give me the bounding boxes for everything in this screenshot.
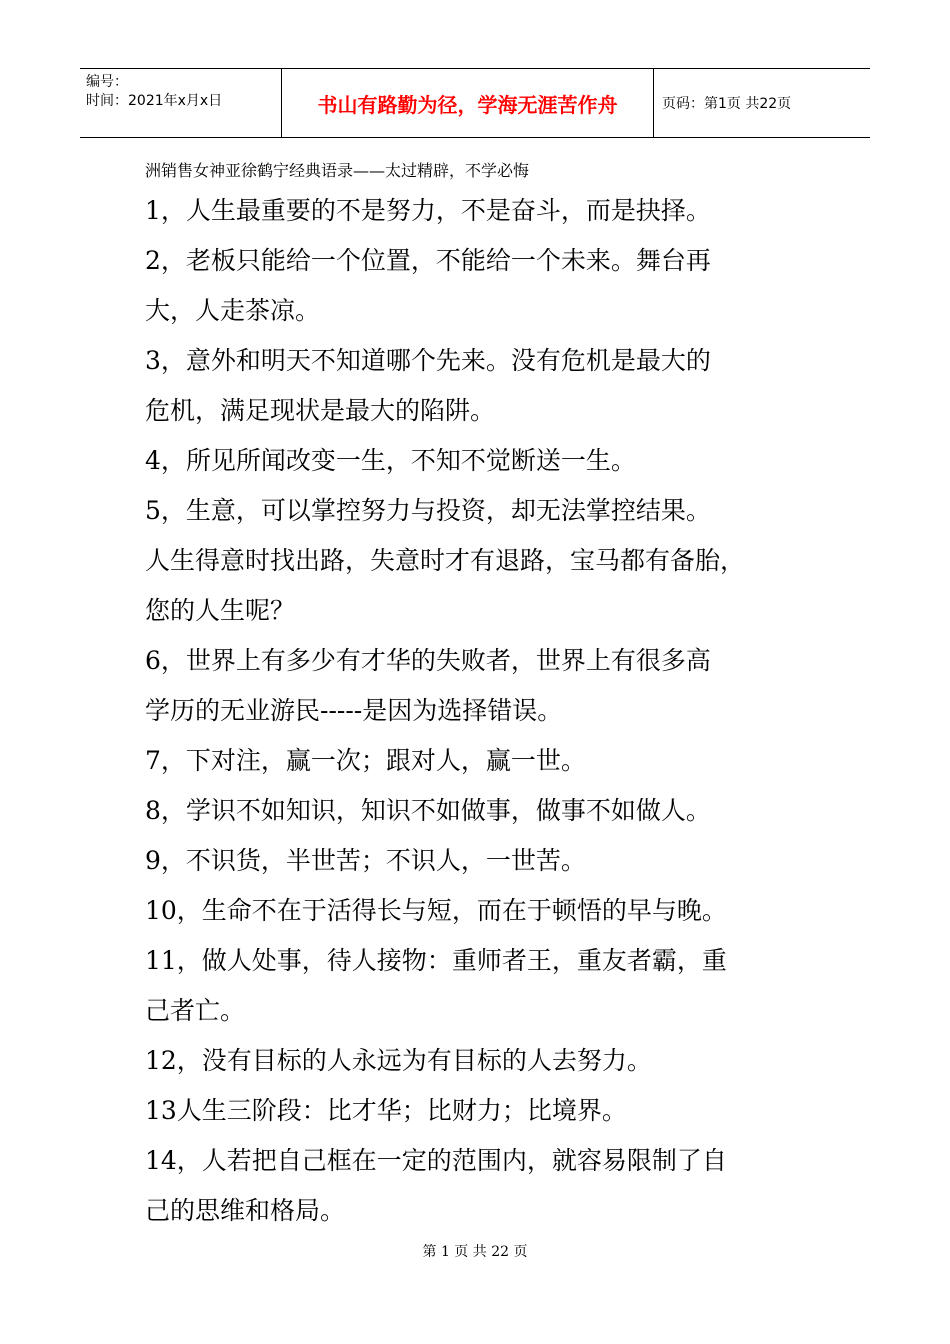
quote-line: 14，人若把自己框在一定的范围内，就容易限制了自 <box>145 1146 727 1175</box>
quote-line: 5，生意，可以掌控努力与投资，却无法掌控结果。 <box>145 496 711 525</box>
quote-line: 1，人生最重要的不是努力，不是奋斗，而是抉择。 <box>145 196 711 225</box>
header-page-info-cell <box>654 69 870 137</box>
document-date: 时间：2021年x月x日 <box>86 93 223 109</box>
quote-line: 危机，满足现状是最大的陷阱。 <box>145 396 496 425</box>
quote-line: 9，不识货，半世苦；不识人，一世苦。 <box>145 846 586 875</box>
quote-line: 8，学识不如知识，知识不如做事，做事不如做人。 <box>145 796 711 825</box>
header-motto-cell <box>282 69 654 137</box>
quote-line: 13人生三阶段：比才华；比财力；比境界。 <box>145 1096 627 1125</box>
quote-line: 人生得意时找出路，失意时才有退路，宝马都有备胎， <box>145 546 746 575</box>
header-meta <box>80 69 282 137</box>
quote-line: 4，所见所闻改变一生，不知不觉断送一生。 <box>145 446 636 475</box>
quote-line: 7，下对注，赢一次；跟对人，赢一世。 <box>145 746 586 775</box>
header-motto: 书山有路勤为径，学海无涯苦作舟 <box>317 92 618 117</box>
document-number-label: 编号： <box>86 74 128 90</box>
quote-line: 3，意外和明天不知道哪个先来。没有危机是最大的 <box>145 346 711 375</box>
quote-line: 大，人走茶凉。 <box>145 296 321 325</box>
quote-list <box>145 186 835 1236</box>
quote-line: 10，生命不在于活得长与短，而在于顿悟的早与晚。 <box>145 896 727 925</box>
quote-line: 己的思维和格局。 <box>145 1196 346 1225</box>
quote-line: 己者亡。 <box>145 996 246 1025</box>
quote-line: 您的人生呢？ <box>145 596 296 625</box>
quote-line: 6，世界上有多少有才华的失败者，世界上有很多高 <box>145 646 711 675</box>
document-title: 洲销售女神亚徐鹤宁经典语录——太过精辟，不学必悔 <box>145 161 530 180</box>
header-page-info: 页码：第1页 共22页 <box>662 96 792 112</box>
page-footer: 第 1 页 共 22 页 <box>422 1244 528 1260</box>
quote-line: 12，没有目标的人永远为有目标的人去努力。 <box>145 1046 652 1075</box>
quote-line: 2，老板只能给一个位置，不能给一个未来。舞台再 <box>145 246 711 275</box>
quote-line: 11，做人处事，待人接物：重师者王，重友者霸，重 <box>145 946 727 975</box>
page-header <box>80 68 870 138</box>
quote-line: 学历的无业游民-----是因为选择错误。 <box>145 696 563 725</box>
